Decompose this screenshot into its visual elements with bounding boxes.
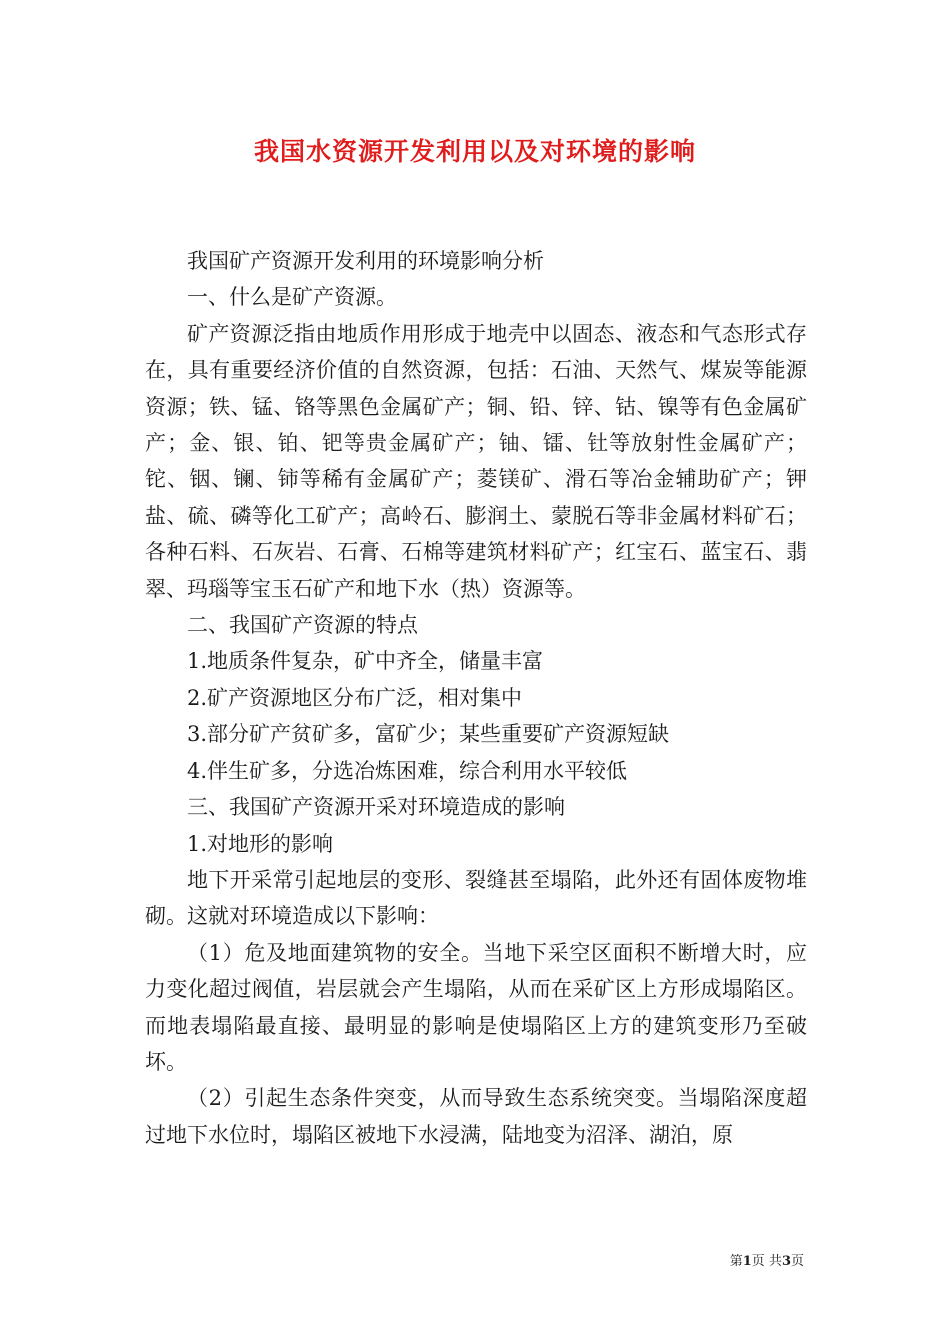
section-heading-1: 一、什么是矿产资源。 [187,285,397,310]
list-item-3: 3.部分矿产贫矿多，富矿少；某些重要矿产资源短缺 [187,722,670,747]
footer-page-number: 1 [742,1254,752,1269]
document-title: 我国水资源开发利用以及对环境的影响 [253,137,696,166]
section-heading-2: 二、我国矿产资源的特点 [187,613,418,638]
paragraph-point-2: （2）引起生态条件突变，从而导致生态系统突变。当塌陷深度超过地下水位时，塌陷区被地下水浸满，陆地变为沼泽、湖泊，原 [145,1086,807,1147]
footer-middle: 页 共 [751,1254,782,1269]
paragraph-subtitle: 我国矿产资源开发利用的环境影响分析 [187,249,544,273]
list-item-4: 4.伴生矿多，分选冶炼困难，综合利用水平较低 [187,758,628,783]
section-heading-3: 三、我国矿产资源开采对环境造成的影响 [187,795,565,820]
footer-suffix: 页 [790,1254,804,1269]
paragraph-definition: 矿产资源泛指由地质作用形成于地壳中以固态、液态和气态形式存在，具有重要经济价值的自然资源，包括：石油、天然气、煤炭等能源资源；铁、锰、铬等黑色金属矿产；铜、铅、锌、钴、镍等有色金属矿产；金、银、铂、钯等贵金属矿产；铀、镭、钍等放射性金属矿产；铊、铟、镧、铈等稀有金属矿产；菱镁矿、滑石等冶金辅助矿产；钾盐、硫、磷等化工矿产；高岭石、膨润土、蒙脱石等非金属材料矿石；各种石料、石灰岩、石膏、石棉等建筑材料矿产；红宝石、蓝宝石、翡翠、玛瑙等宝玉石矿产和地下水（热）资源等。 [145,321,807,601]
list-item-2: 2.矿产资源地区分布广泛，相对集中 [187,685,523,710]
paragraph-terrain: 地下开采常引起地层的变形、裂缝甚至塌陷，此外还有固体废物堆砌。这就对环境造成以下影响： [145,867,807,929]
page-footer [730,1250,804,1269]
paragraph-point-1: （1）危及地面建筑物的安全。当地下采空区面积不断增大时，应力变化超过阀值，岩层就会产生塌陷，从而在采矿区上方形成塌陷区。而地表塌陷最直接、最明显的影响是使塌陷区上方的建筑变形乃至破坏。 [145,940,807,1074]
footer-total-pages: 3 [781,1254,791,1269]
footer-prefix: 第 [729,1254,743,1269]
list-item-1: 1.地质条件复杂，矿中齐全，储量丰富 [187,649,544,674]
subsection-heading: 1.对地形的影响 [187,831,334,856]
document-body [145,243,807,1153]
